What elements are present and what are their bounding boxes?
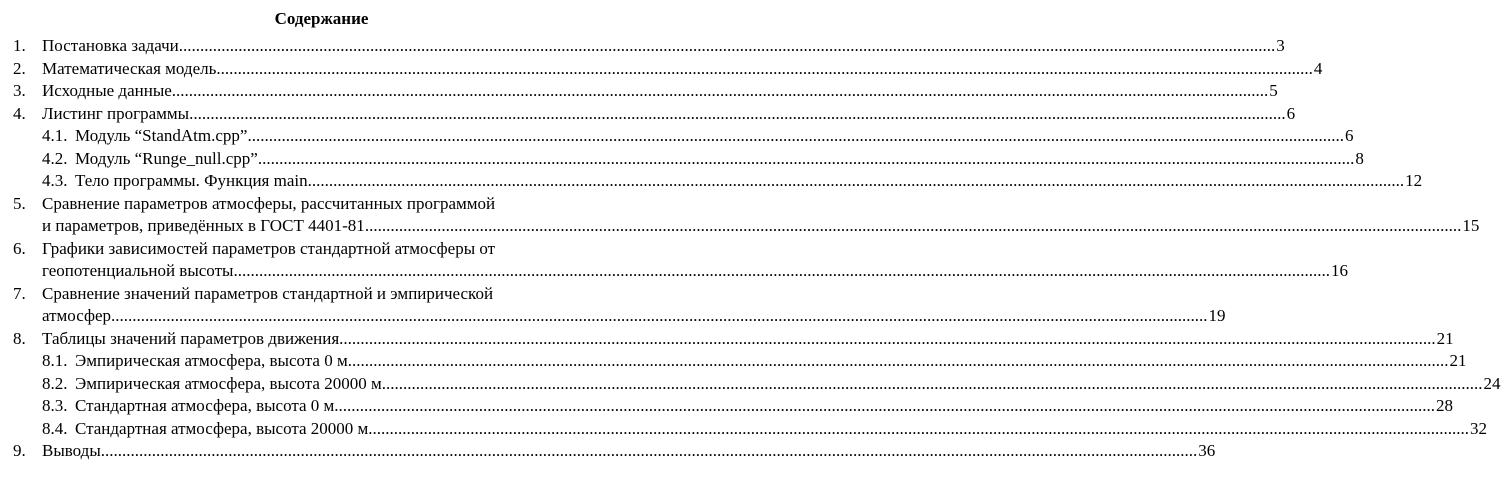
toc-entry-number: 8.3. — [42, 396, 68, 415]
toc-entry-number: 8.4. — [42, 418, 68, 438]
toc-entry-title: Эмпирическая атмосфера, высота 0 м. — [75, 351, 352, 370]
toc-page-number: 8 — [1355, 148, 1364, 168]
toc-entry-line — [0, 125, 1354, 147]
toc-page-number: 15 — [1462, 216, 1480, 235]
toc-entry-line — [0, 350, 1467, 372]
toc-page-number: 16 — [1330, 261, 1348, 280]
toc-entry-title: Стандартная атмосфера, высота 20000 м. — [75, 418, 373, 438]
toc-entry-line — [0, 260, 1348, 282]
toc-leader-dots — [247, 125, 1344, 147]
toc-page-number: 6 — [1344, 126, 1354, 145]
toc-entry-title: Сравнение значений параметров стандартной и эмпирической — [42, 283, 494, 303]
toc-entry-line — [0, 170, 1423, 192]
toc-entry-title: и параметров, приведённых в ГОСТ 4401-81 — [42, 216, 365, 235]
toc-page-number: 3 — [1276, 36, 1285, 55]
toc-entry-title: Листинг программы — [42, 103, 190, 123]
toc-leader-dots — [339, 395, 1436, 417]
toc-page-number: 12 — [1405, 171, 1423, 190]
toc-entry-line — [0, 440, 1216, 462]
toc-entry-number: 4.3. — [42, 171, 68, 190]
toc-entry-line — [0, 103, 1296, 125]
toc-entry-title: атмосфер — [42, 306, 112, 325]
toc-entry-number: 9. — [13, 441, 26, 460]
toc-leader-dots — [308, 170, 1405, 192]
toc-page-number: 5 — [1269, 81, 1278, 100]
toc-entry-title: Сравнение параметров атмосферы, рассчитанных программой — [42, 193, 496, 213]
toc-entry-line — [0, 395, 1454, 417]
toc-entry-title: Исходные данные — [42, 81, 172, 100]
toc-entry-number: 4.1. — [42, 126, 68, 145]
toc-leader-dots — [258, 148, 1355, 170]
toc-leader-dots — [352, 350, 1449, 372]
toc-entry-number: 8. — [13, 328, 26, 348]
toc-entry-title: Математическая модель — [42, 58, 217, 78]
toc-entry-title: геопотенциальной высоты — [42, 261, 234, 280]
toc-page-number: 4 — [1313, 58, 1323, 78]
toc-page-number: 19 — [1208, 306, 1226, 325]
toc-entry-line — [0, 58, 1323, 80]
toc-entry-line — [0, 373, 1501, 395]
toc-leader-dots — [339, 328, 1436, 350]
toc-entry-title: Модуль “Runge_null.cpp” — [75, 148, 258, 168]
toc-page-number: 36 — [1198, 441, 1216, 460]
toc-entry-number: 7. — [13, 283, 26, 303]
toc-entry-line — [0, 148, 1364, 170]
toc-entry-number: 6. — [13, 238, 26, 258]
toc-leader-dots — [216, 58, 1313, 80]
toc-leader-dots — [111, 305, 1208, 327]
toc-entry-title: Постановка задачи — [42, 36, 179, 55]
toc-entry-number: 1. — [13, 36, 26, 55]
toc-entry-title: Тело программы. Функция main — [75, 171, 308, 190]
toc-leader-dots — [172, 80, 1269, 102]
toc-entry-line — [0, 328, 1454, 350]
toc-leader-dots — [101, 440, 1198, 462]
toc-entry-line — [0, 80, 1278, 102]
toc-entry-number: 3. — [13, 81, 26, 100]
toc-entry-title: Графики зависимостей параметров стандартной атмосферы от — [42, 238, 496, 258]
toc-page-number: 28 — [1436, 396, 1454, 415]
toc-entry-title: Эмпирическая атмосфера, высота 20000 м. — [75, 373, 386, 393]
toc-entry-number: 2. — [13, 58, 26, 78]
toc-entry-title: Модуль “StandAtm.cpp” — [75, 126, 248, 145]
toc-page-number: 21 — [1436, 328, 1454, 348]
toc-entry-line — [0, 283, 628, 305]
toc-leader-dots — [386, 373, 1483, 395]
toc-leader-dots — [233, 260, 1330, 282]
toc-entry-line — [0, 305, 1226, 327]
toc-entry-number: 5. — [13, 193, 26, 213]
toc-entry-line — [0, 35, 1285, 57]
toc-page-number: 24 — [1483, 373, 1501, 393]
toc-entry-line — [0, 215, 1480, 237]
toc-leader-dots — [179, 35, 1276, 57]
toc-leader-dots — [373, 418, 1470, 440]
toc-entry-number: 4. — [13, 103, 26, 123]
toc-entry-line — [0, 193, 628, 215]
toc-page-number: 21 — [1449, 351, 1467, 370]
toc-entry-title: Выводы — [42, 441, 101, 460]
toc-entry-number: 8.1. — [42, 351, 68, 370]
toc-entry-title: Стандартная атмосфера, высота 0 м. — [75, 396, 339, 415]
toc-entry-number: 4.2. — [42, 148, 68, 168]
toc-entry-number: 8.2. — [42, 373, 68, 393]
toc-leader-dots — [365, 215, 1462, 237]
toc-title: Содержание — [274, 9, 369, 28]
toc-page-number: 32 — [1470, 418, 1488, 438]
toc-entry-line — [0, 418, 1488, 440]
toc-leader-dots — [189, 103, 1286, 125]
toc-entry-title: Таблицы значений параметров движения — [42, 328, 340, 348]
toc-entry-line — [0, 238, 628, 260]
toc-page-number: 6 — [1286, 103, 1296, 123]
